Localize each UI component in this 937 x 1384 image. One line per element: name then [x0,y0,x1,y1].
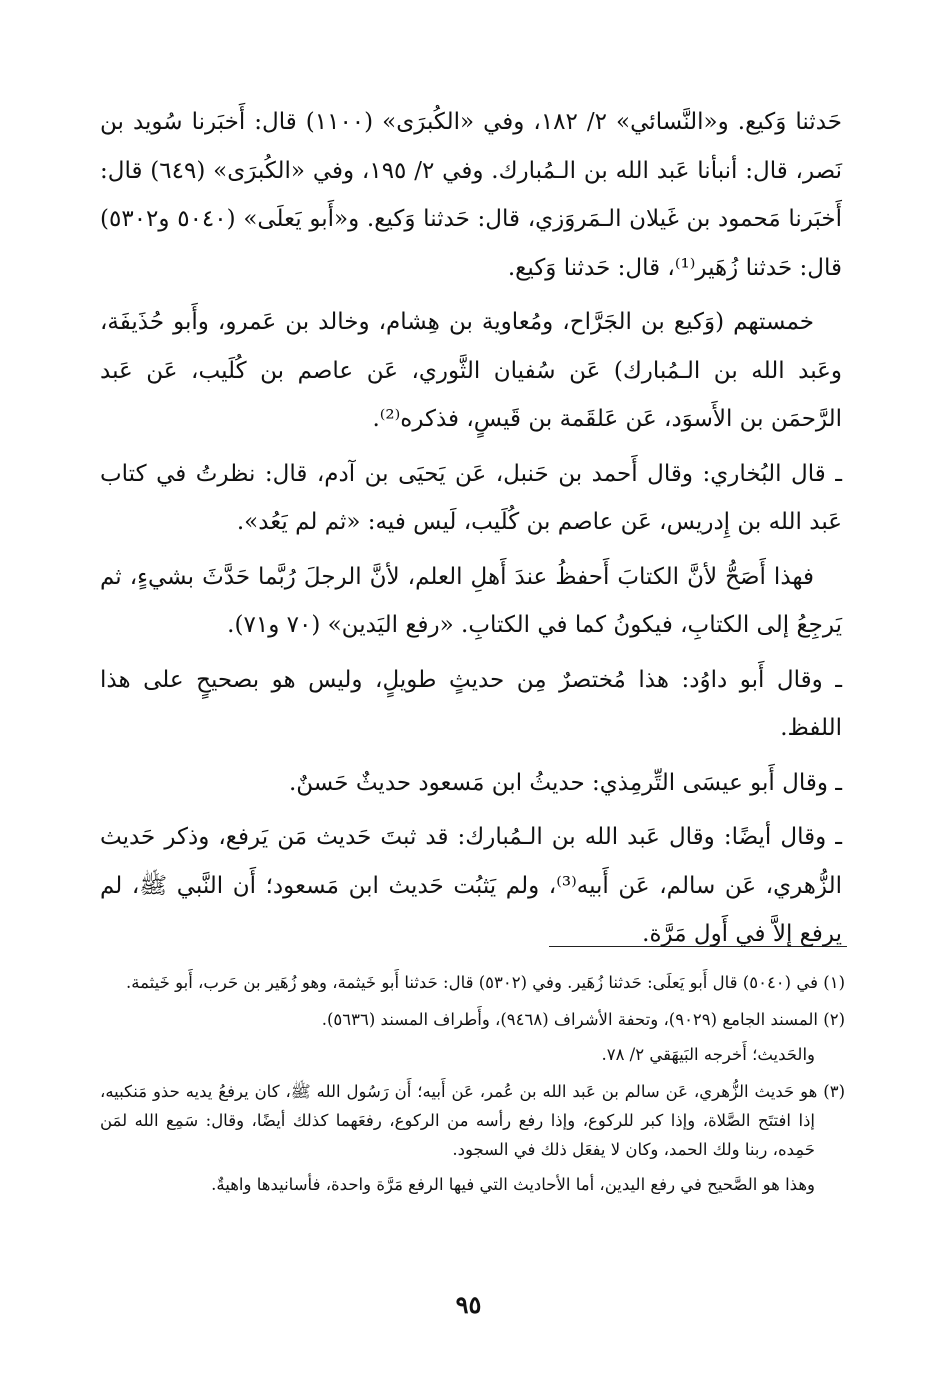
body-paragraph-5: ـ وقال أَبو داوُد: هذا مُختصرٌ مِن حديثٍ طويلٍ، وليس هو بصحيحٍ على هذا اللفظ. [100,666,842,741]
body-paragraph-4: فهذا أَصَحُّ لأنَّ الكتابَ أَحفظُ عندَ أَهلِ العلم، لأنَّ الرجلَ رُبَّما حَدَّثَ بشيءٍ، ثم يَرجِعُ إلى الكتابِ، فيكونُ كما في الكتابِ. «رفع اليَدين» (٧٠ و٧١). [100,563,842,638]
main-text-block [100,98,842,959]
body-paragraph-3: ـ قال البُخاري: وقال أَحمد بن حَنبل، عَن يَحيَى بن آدم، قال: نظرتُ في كتاب عَبد الله بن إِدريس، عَن عاصم بن كُلَيب، لَيس فيه: «ثم لم يَعُد». [100,460,842,535]
body-paragraph-7: ـ وقال أيضًا: وقال عَبد الله بن الـمُبارك: قد ثبتَ حَديث مَن يَرفع، وذكر حَديث الزُّهري، عَن سالم، عَن أَبيه⁽³⁾، ولم يَثبُت حَديث ابن مَسعود؛ أَن النَّبي ﷺ، لم يرفع إلاَّ في أَول مَرَّة. [100,824,842,947]
footnotes-section [100,968,845,1207]
footnote-2-continuation: والحَديث؛ أَخرجه البَيهَقي ٢/ ٧٨. [601,1045,815,1064]
footnote-1: (١) في (٥٠٤٠) قال أَبو يَعلَى: حَدثنا زُهَير. وفي (٥٣٠٢) قال: حَدثنا أَبو خَيثمة، وهو زُهَير بن حَرب، أَبو خَيثمة. [126,973,845,992]
body-paragraph-2: خمستهم (وَكيع بن الجَرَّاح، ومُعاوية بن هِشام، وخالد بن عَمرو، وأَبو حُذَيفَة، وعَبد الله بن الـمُبارك) عَن سُفيان الثَّوري، عَن عاصم بن كُلَيب، عَن عَبد الرَّحمَن بن الأَسوَد، عَن عَلقَمة بن قَيسٍ، فذكره⁽²⁾. [100,309,842,432]
footnote-3-continuation: وهذا هو الصَّحيح في رفع اليدين، أما الأحاديث التي فيها الرفع مَرَّة واحدة، فأسانيدها واهيةٌ. [211,1175,815,1194]
footnote-3 [100,1077,845,1199]
page-number: ٩٥ [455,1290,482,1319]
footnote-2-main: (٢) المسند الجامع (٩٠٢٩)، وتحفة الأشراف (٩٤٦٨)، وأَطراف المسند (٥٦٣٦). [321,1010,845,1029]
body-paragraph-1: حَدثنا وَكيع. و«النَّسائي» ٢/ ١٨٢، وفي «الكُبرَى» (١١٠٠) قال: أَخبَرنا سُويد بن نَصر، قال: أنبأنا عَبد الله بن الـمُبارك. وفي ٢/ ١٩٥، وفي «الكُبرَى» (٦٤٩) قال: أَخبَرنا مَحمود بن غَيلان الـمَروَزي، قال: حَدثنا وَكيع. و«أَبو يَعلَى» (٥٠٤٠ و٥٣٠٢) قال: حَدثنا زُهَير⁽¹⁾، قال: حَدثنا وَكيع. [100,109,843,281]
body-paragraph-6: ـ وقال أَبو عيسَى التِّرمِذي: حديثُ ابن مَسعود حديثٌ حَسنٌ. [288,769,842,796]
footnote-separator-rule [549,946,847,947]
footnote-3-main: (٣) هو حَديث الزُّهري، عَن سالم بن عَبد الله بن عُمر، عَن أَبيه؛ أَن رَسُول الله ﷺ، كان يرفعُ يديه حذو مَنكبيه، إذا افتتَح الصَّلاة، وإذا كبر للركوع، وإذا رفع رأسه من الركوع، رفعَهما كذلك أيضًا، وقال: سَمِع الله لمَن حَمِده، ربنا ولك الحمد، وكان لا يفعَل ذلك في السجود. [100,1082,845,1159]
footnote-2 [100,1005,845,1069]
